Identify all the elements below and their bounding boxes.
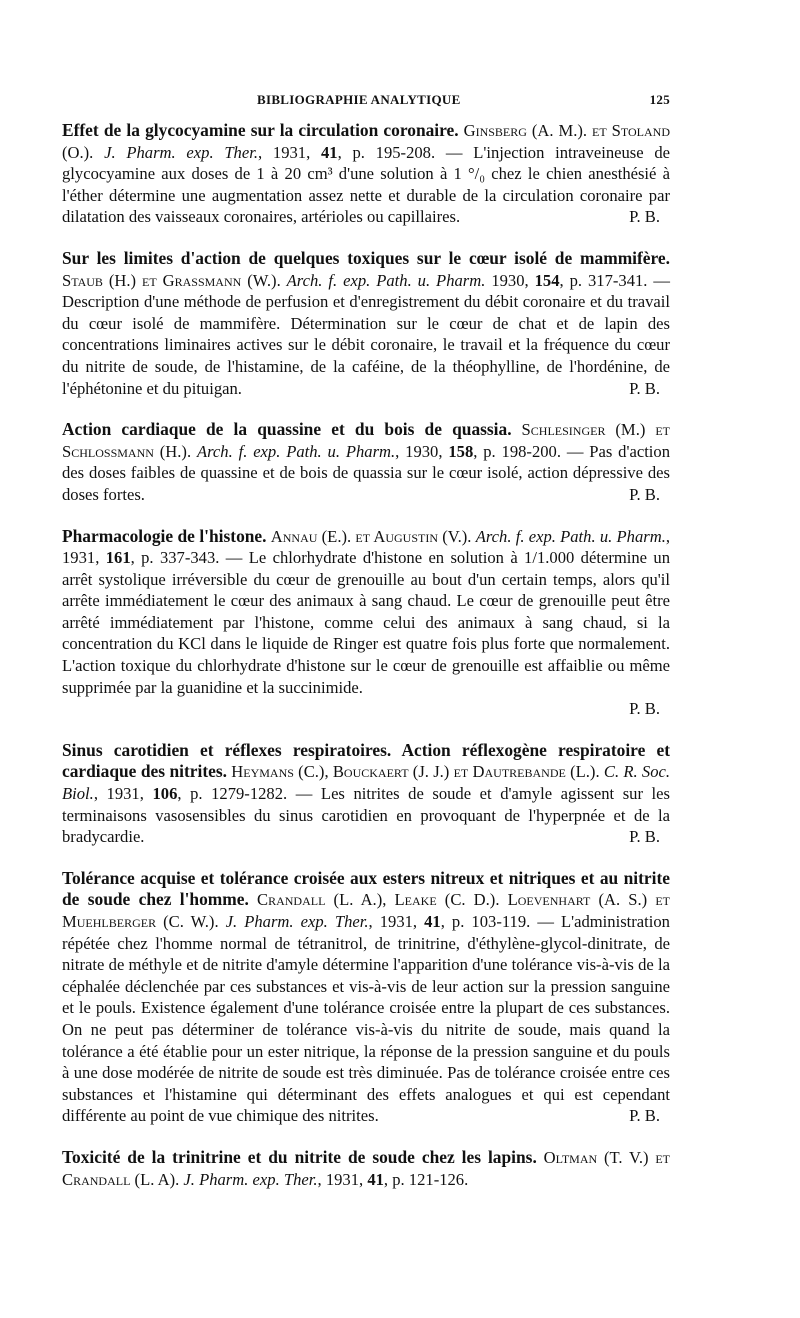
- entry-authors: Heymans (C.), Bouckaert (J. J.) et Dautrebande (L.).: [231, 762, 600, 782]
- entry-pages: , p. 121-126.: [383, 1169, 469, 1189]
- entry-body: [62, 526, 670, 699]
- entry-pages: , p. 337-343.: [130, 548, 220, 568]
- entry-journal: Arch. f. exp. Path. u. Pharm.: [286, 270, 486, 290]
- entry-volume: 41: [424, 912, 441, 931]
- entry-year: , 1931,: [368, 912, 425, 931]
- entry-pages: , p. 1279-1282.: [177, 784, 288, 804]
- entry-year: , 1931,: [317, 1169, 368, 1189]
- entry-year: , 1930,: [395, 441, 449, 461]
- entry-year: , 1931,: [258, 142, 321, 162]
- bibliography-entry: [62, 248, 670, 399]
- entry-signature: P. B.: [629, 207, 660, 227]
- entry-volume: 41: [367, 1169, 384, 1189]
- entry-volume: 161: [105, 548, 131, 568]
- running-title: BIBLIOGRAPHIE ANALYTIQUE: [257, 92, 461, 107]
- entry-pages: , p. 103-119.: [440, 912, 531, 931]
- bibliography-entry: [62, 120, 670, 228]
- entry-authors: Crandall (L. A.), Leake (C. D.). Loevenhart (A. S.) et Muehlberger (C. W.).: [62, 890, 671, 931]
- entry-pages: , p. 195-208.: [337, 142, 436, 162]
- entry-volume: 41: [320, 142, 338, 162]
- entry-body: [62, 740, 670, 848]
- entry-year: 1930,: [485, 270, 535, 290]
- entry-body: [62, 248, 670, 399]
- bibliography-entry: [62, 868, 670, 1127]
- entry-signature: P. B.: [629, 484, 660, 504]
- entry-title: Action cardiaque de la quassine et du bois de quassia.: [62, 419, 512, 440]
- entry-abstract: — Pas d'action des doses faibles de quassine et de bois de quassia sur le cœur isolé, action dépressive des doses fortes.: [62, 441, 671, 504]
- bibliography-entry: [62, 526, 670, 720]
- bibliography-entry: [62, 1147, 670, 1190]
- entry-journal: J. Pharm. exp. Ther.: [183, 1169, 318, 1189]
- entry-authors: Schlesinger (M.) et Schlossmann (H.).: [62, 420, 670, 461]
- entry-abstract: — Description d'une méthode de perfusion et d'enregistrement du débit coronaire et du travail du cœur isolé de mammifère. Détermination sur le cœur de chat et de lapin des concentrations liminaires actives sur le débit coronaire, le travail et la fréquence du cœur du nitrite de soude, de l'histamine, de la caféine, de la théophylline, de l'hordénine, de l'éphétonine et du pituigan.: [62, 270, 670, 398]
- entry-body: [62, 120, 670, 228]
- entry-body: [62, 868, 670, 1127]
- entry-journal: Arch. f. exp. Path. u. Pharm.: [475, 526, 666, 546]
- entry-body: [62, 419, 670, 505]
- entry-abstract: — L'administration répétée chez l'homme normal de tétranitrol, de trinitrine, d'éthylène-glycol-dinitrate, de nitrate de méthyle et de nitrite d'amyle détermine l'apparition d'une tolérance vis-à-vis de la céphalée déclenchée par ces substances et vis-à-vis de leur action sur la pression sanguine et le pouls. Existence également d'une tolérance croisée entre la plupart de ces substances. On ne peut pas déterminer de tolérance vis-à-vis du nitrite de soude, mais quand la tolérance a été établie pour un ester nitrique, la réponse de la pression sanguine et du pouls à une dose modérée de nitrite de soude est très diminuée. Pas de tolérance croisée entre ces substances et l'histamine qui déterminant des effets analogues et qui est cependant différente au point de vue chimique des nitrites.: [62, 912, 670, 1126]
- bibliography-entries: [62, 120, 670, 1210]
- entry-journal: Arch. f. exp. Path. u. Pharm.: [196, 441, 396, 461]
- entry-journal: J. Pharm. exp. Ther.: [225, 912, 369, 931]
- entry-title: Pharmacologie de l'histone.: [62, 525, 267, 546]
- entry-abstract: — L'injection intraveineuse de glycocyamine aux doses de 1 à 20 cm³ d'une solution à 1 °/₀ chez le chien anesthésié à l'éther détermine une augmentation assez nette et durable de la circulation coronaire par dilatation des vaisseaux coronaires, artérioles ou capillaires.: [62, 142, 671, 227]
- entry-body: [62, 1147, 670, 1190]
- entry-title: Effet de la glycocyamine sur la circulation coronaire.: [62, 120, 459, 140]
- page-number: 125: [649, 92, 670, 107]
- entry-title: Toxicité de la trinitrine et du nitrite de soude chez les lapins.: [62, 1146, 537, 1167]
- entry-journal: J. Pharm. exp. Ther.: [104, 142, 258, 162]
- entry-authors: Oltman (T. V.) et Crandall (L. A).: [62, 1147, 670, 1189]
- entry-pages: , p. 198-200.: [473, 441, 561, 461]
- entry-signature: P. B.: [629, 699, 660, 719]
- entry-pages: , p. 317-341.: [559, 270, 648, 290]
- entry-signature: P. B.: [629, 1106, 660, 1126]
- entry-authors: Staub (H.) et Grassmann (W.).: [62, 270, 281, 290]
- entry-year: , 1931,: [62, 526, 671, 568]
- entry-journal: C. R. Soc. Biol.: [62, 762, 671, 804]
- entry-volume: 154: [534, 270, 560, 290]
- entry-signature: P. B.: [629, 827, 660, 847]
- bibliography-entry: [62, 419, 670, 505]
- entry-volume: 158: [448, 441, 474, 461]
- entry-title: Sinus carotidien et réflexes respiratoires. Action réflexogène respiratoire et cardiaque des nitrites.: [62, 739, 670, 782]
- bibliography-entry: [62, 740, 670, 848]
- entry-volume: 106: [152, 784, 178, 804]
- entry-title: Tolérance acquise et tolérance croisée aux esters nitreux et nitriques et au nitrite de soude chez l'homme.: [62, 867, 670, 910]
- entry-authors: Ginsberg (A. M.). et Stoland (O.).: [62, 121, 670, 162]
- entry-authors: Annau (E.). et Augustin (V.).: [270, 526, 472, 546]
- entry-abstract: — Les nitrites de soude et d'amyle agissent sur les terminaisons vasosensibles du sinus carotidien en provoquant de l'hyperpnée et de la bradycardie.: [62, 784, 670, 847]
- running-header: [62, 92, 670, 108]
- entry-abstract: — Le chlorhydrate d'histone en solution à 1/1.000 détermine un arrêt systolique irréversible du cœur de grenouille au bout d'un certain temps, alors qu'il arrête immédiatement le cœur des animaux à sang chaud. Le cœur de grenouille peut être arrêté immédiatement par l'histone, comme celui des animaux à sang chaud, si la concentration du KCl dans le liquide de Ringer est quatre fois plus forte que normalement. L'action toxique du chlorhydrate d'histone sur le cœur de grenouille est affaiblie ou même supprimée par la guanidine et la succinimide.: [62, 548, 670, 697]
- entry-signature: P. B.: [629, 378, 660, 398]
- entry-title: Sur les limites d'action de quelques toxiques sur le cœur isolé de mammifère.: [62, 247, 670, 268]
- entry-year: , 1931,: [93, 784, 153, 804]
